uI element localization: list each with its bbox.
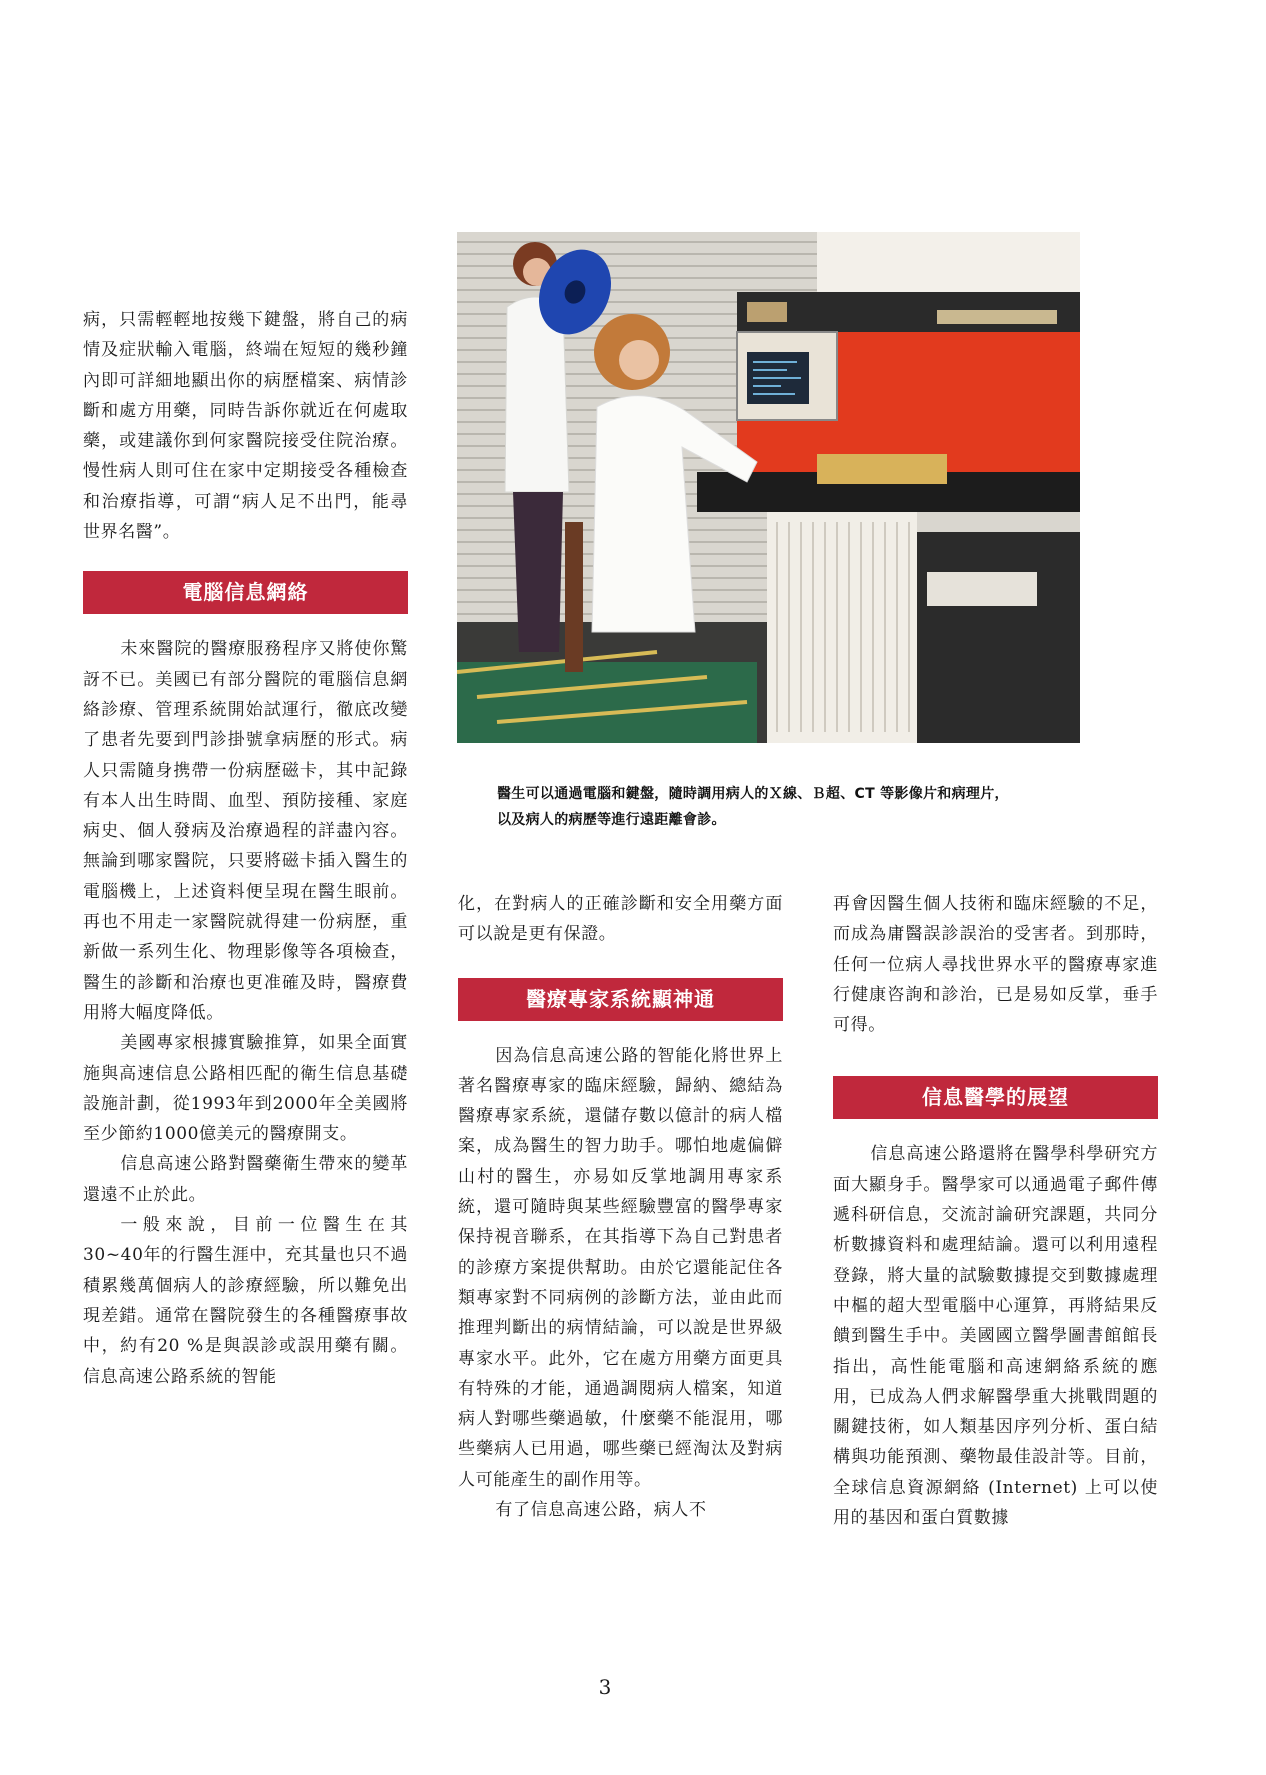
left-paragraph-4: 一般來說，目前一位醫生在其30~40年的行醫生涯中，充其量也只不過積累幾萬個病人的診療經驗，所以難免出現差錯。通常在醫院發生的各種醫療事故中，約有20 %是與誤診或誤用藥有關。信息高速公路系統的智能 bbox=[83, 1215, 408, 1387]
left-paragraph-1: 未來醫院的醫療服務程序又將使你驚訝不已。美國已有部分醫院的電腦信息網絡診療、管理系統開始試運行，徹底改變了患者先要到門診掛號拿病歷的形式。病人只需隨身携帶一份病歷磁卡，其中記錄有本人出生時間、血型、預防接種、家庭病史、個人發病及治療過程的詳盡內容。無論到哪家醫院，只要將磁卡插入醫生的電腦機上，上述資料便呈現在醫生眼前。再也不用走一家醫院就得建一份病歷，重新做一系列生化、物理影像等各項檢查，醫生的診斷和治療也更准確及時，醫療費用將大幅度降低。 bbox=[83, 639, 408, 1023]
left-paragraph-2: 美國專家根據實驗推算，如果全面實施與高速信息公路相匹配的衛生信息基礎設施計劃，從1993年到2000年全美國將至少節約1000億美元的醫療開支。 bbox=[83, 1033, 408, 1145]
right-paragraph-1: 信息高速公路還將在醫學科學研究方面大顯身手。醫學家可以通過電子郵件傳遞科研信息，交流討論研究課題，共同分析數據資料和處理結論。還可以利用遠程登錄，將大量的試驗數據提交到數據處理中樞的超大型電腦中心運算，再將結果反饋到醫生手中。美國國立醫學圖書館館長指出，高性能電腦和高速網絡系統的應用，已成為人們求解醫學重大挑戰問題的關鍵技術，如人類基因序列分析、蛋白結構與功能預測、藥物最佳設計等。目前，全球信息資源網絡 (Internet) 上可以使用的基因和蛋白質數據 bbox=[833, 1144, 1158, 1529]
middle-paragraph-1: 因為信息高速公路的智能化將世界上著名醫療專家的臨床經驗，歸納、總結為醫療專家系統，還儲存數以億計的病人檔案，成為醫生的智力助手。哪怕地處偏僻山村的醫生，亦易如反掌地調用專家系統，還可隨時與某些經驗豐富的醫學專家保持視音聯系，在其指導下為自己對患者的診療方案提供幫助。由於它還能記住各類專家對不同病例的診斷方法，並由此而推理判斷出的病情結論，可以說是世界級專家水平。此外，它在處方用藥方面更具有特殊的才能，通過調閱病人檔案，知道病人對哪些藥過敏，什麼藥不能混用，哪些藥病人已用過，哪些藥已經淘汰及對病人可能產生的副作用等。 bbox=[458, 1045, 783, 1490]
photo-caption bbox=[497, 781, 1197, 833]
left-column bbox=[83, 305, 408, 1392]
page-number: 3 bbox=[598, 1675, 612, 1699]
middle-paragraph-0: 化，在對病人的正確診斷和安全用藥方面可以說是更有保證。 bbox=[458, 894, 783, 945]
middle-column bbox=[458, 889, 783, 1525]
caption-line-2: 以及病人的病歷等進行遠距離會診。 bbox=[497, 812, 726, 828]
left-intro-paragraph: 病，只需輕輕地按幾下鍵盤，將自己的病情及症狀輸入電腦，終端在短短的幾秒鐘內即可詳細地顯出你的病歷檔案、病情診斷和處方用藥，同時告訴你就近在何處取藥，或建議你到何家醫院接受住院治療。慢性病人則可住在家中定期接受各種檢查和治療指導，可謂“病人足不出門，能尋世界名醫”。 bbox=[83, 310, 408, 543]
section-heading-info-medicine-outlook: 信息醫學的展望 bbox=[833, 1076, 1158, 1119]
middle-paragraph-2: 有了信息高速公路，病人不 bbox=[495, 1500, 707, 1521]
left-paragraph-3: 信息高速公路對醫藥衛生帶來的變革還遠不止於此。 bbox=[83, 1154, 408, 1205]
right-column bbox=[833, 889, 1158, 1533]
section-heading-expert-system: 醫療專家系統顯神通 bbox=[458, 978, 783, 1021]
right-paragraph-0: 再會因醫生個人技術和臨床經驗的不足，而成為庸醫誤診誤治的受害者。到那時，任何一位病人尋找世界水平的醫療專家進行健康咨詢和診治，已是易如反掌，垂手可得。 bbox=[833, 894, 1158, 1036]
caption-line-1: 醫生可以通過電腦和鍵盤，隨時調用病人的Ｘ線、Ｂ超、CT 等影像片和病理片， bbox=[497, 786, 1009, 802]
section-heading-computer-network: 電腦信息網絡 bbox=[83, 571, 408, 614]
photo-illustration bbox=[457, 232, 1080, 743]
photo-doctors-at-computer bbox=[457, 232, 1080, 743]
